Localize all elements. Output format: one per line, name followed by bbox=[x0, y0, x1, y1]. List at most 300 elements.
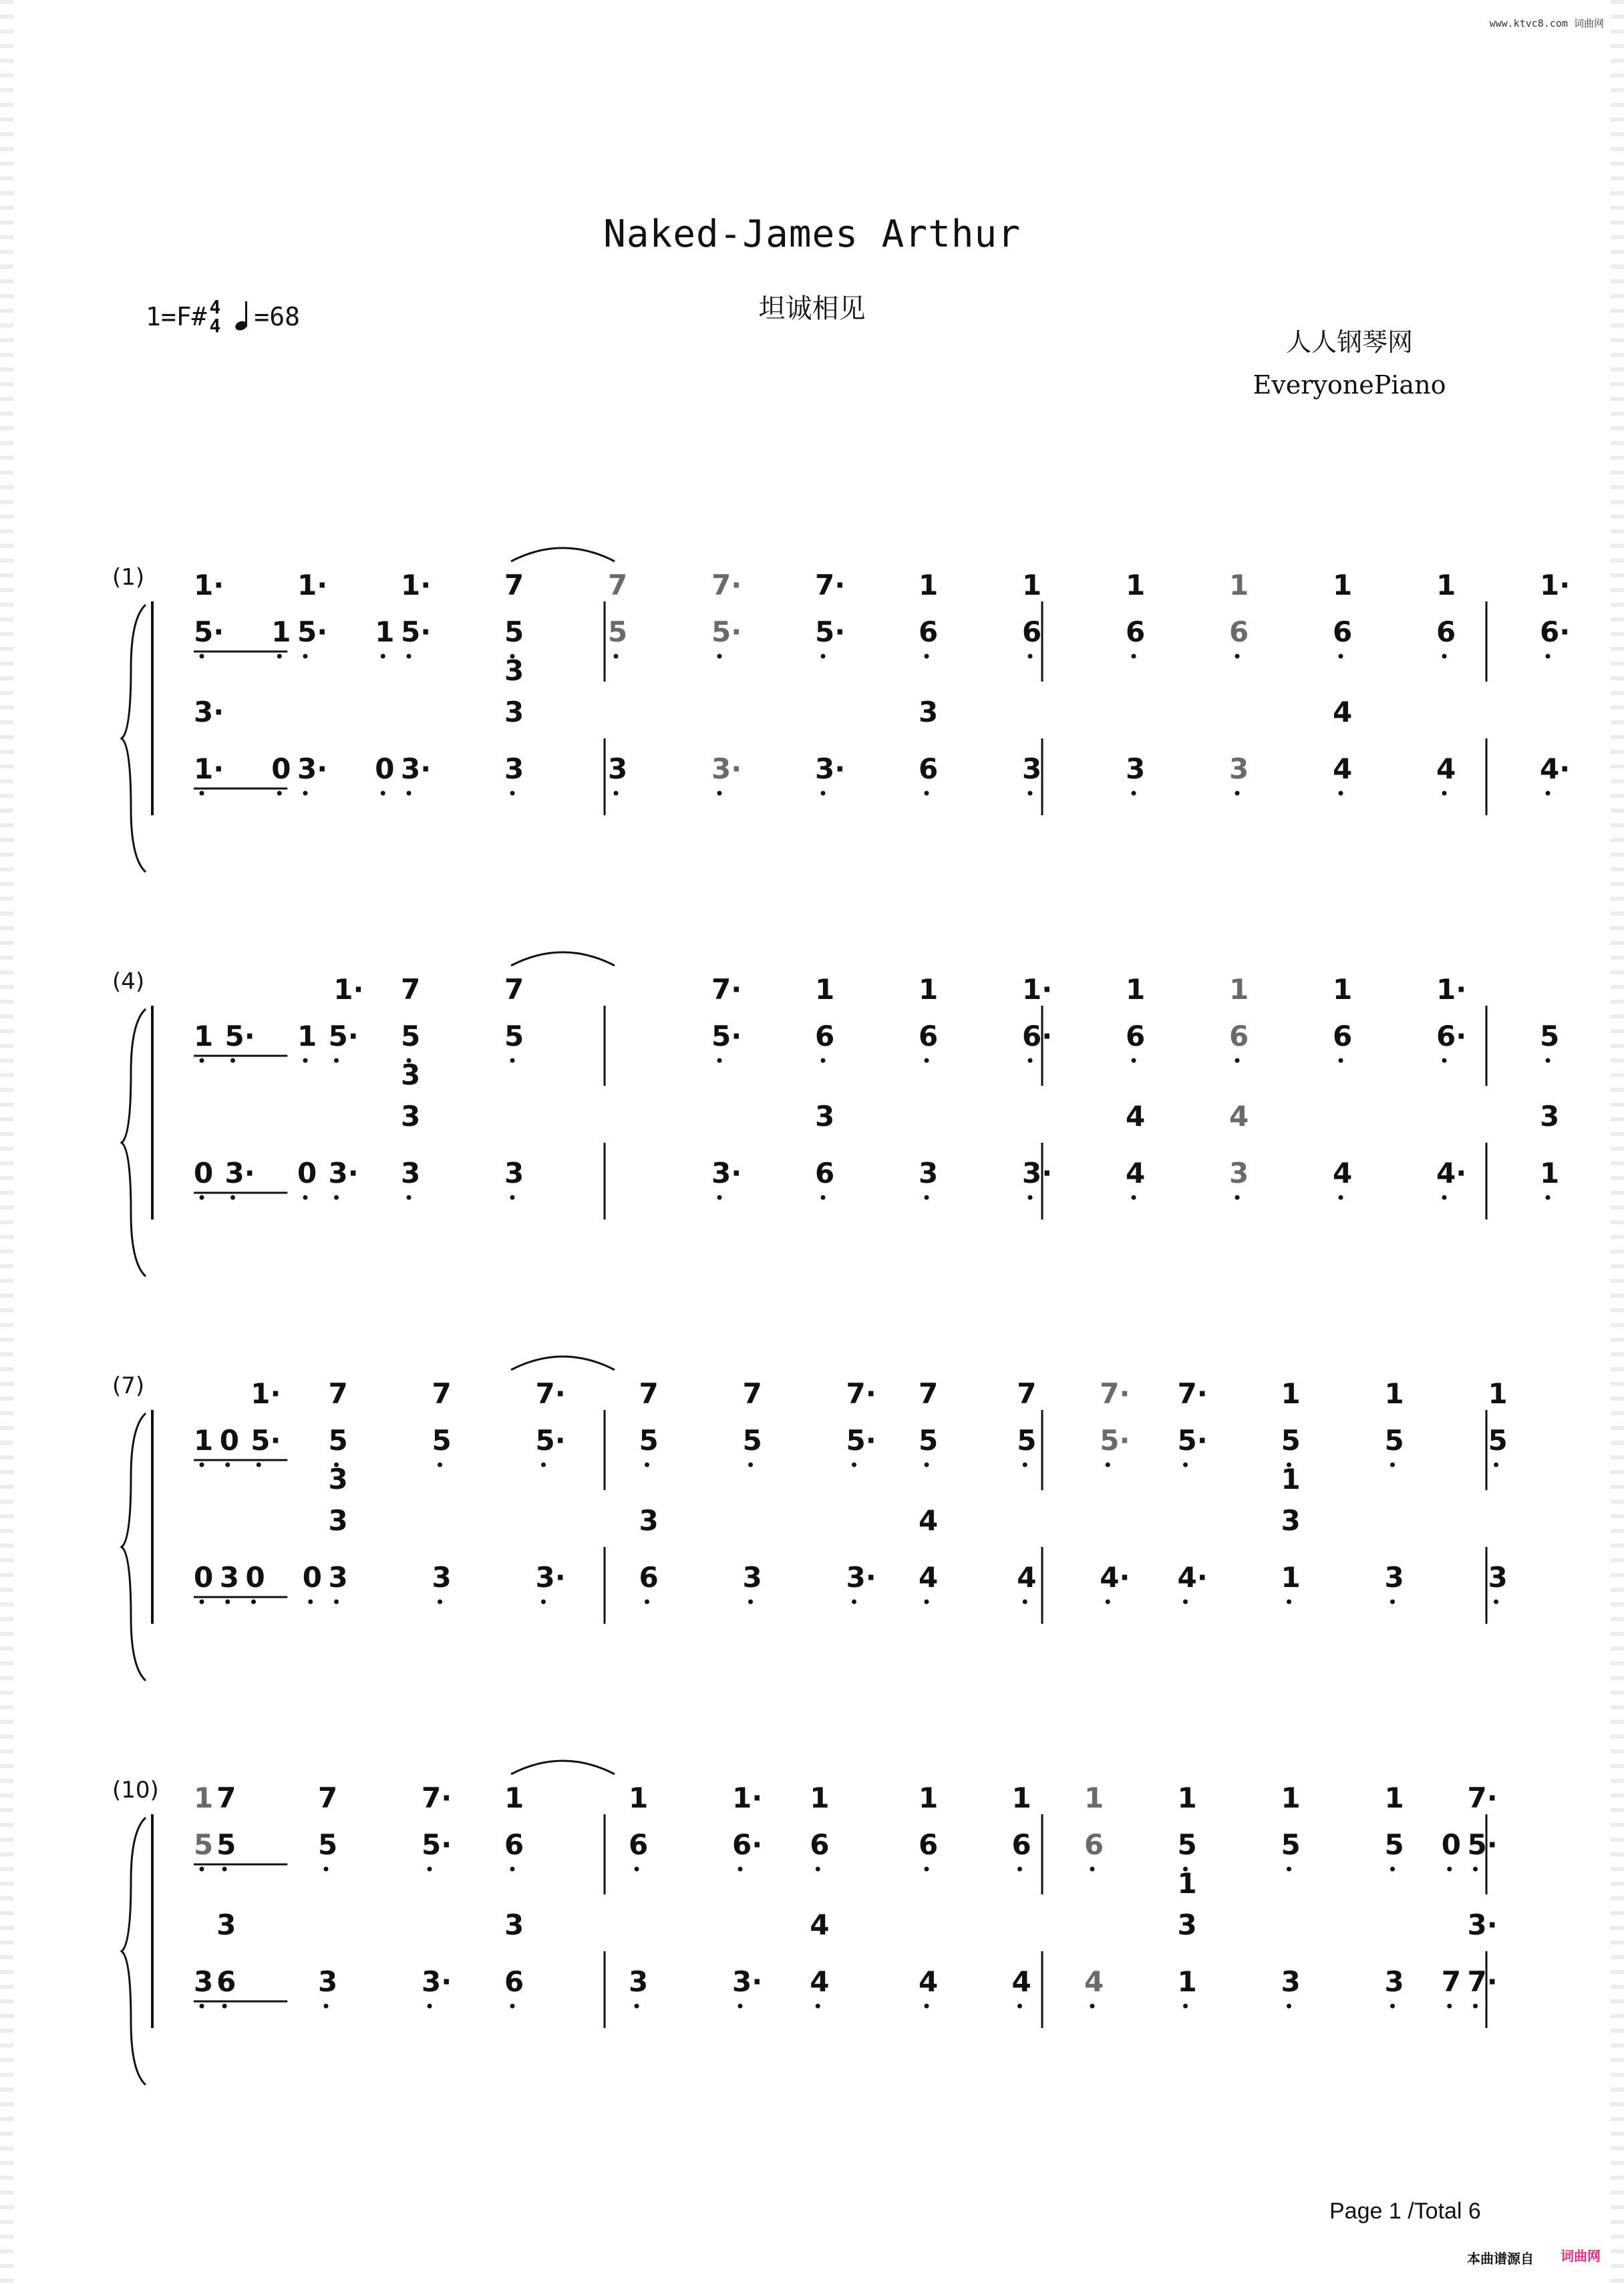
bass-note: 4 bbox=[1229, 1100, 1249, 1133]
bass-note: 1 bbox=[1177, 1867, 1197, 1900]
slur-arc bbox=[511, 1761, 615, 1774]
bass-note: 6 bbox=[815, 1157, 835, 1189]
octave-dot bbox=[1339, 791, 1343, 796]
bass-note: 1 bbox=[1540, 1157, 1560, 1189]
octave-dot bbox=[1235, 1058, 1240, 1063]
octave-dot bbox=[1132, 1058, 1136, 1063]
treble-note: 6 bbox=[815, 1020, 835, 1052]
treble-note: 0 bbox=[1441, 1828, 1461, 1861]
treble-note: 5 bbox=[742, 1424, 762, 1457]
bass-note: 6 bbox=[504, 1965, 524, 1998]
treble-note: 5· bbox=[194, 615, 224, 648]
octave-dot bbox=[200, 1195, 204, 1200]
bass-note: 4 bbox=[1436, 752, 1456, 785]
treble-note: 7 bbox=[318, 1781, 338, 1814]
treble-note: 5 bbox=[504, 1020, 524, 1052]
treble-note: 1 bbox=[1126, 973, 1146, 1006]
octave-dot bbox=[277, 654, 282, 659]
bass-note: 4 bbox=[919, 1504, 939, 1537]
octave-dot bbox=[1028, 654, 1033, 659]
bass-note: 6 bbox=[216, 1965, 236, 1998]
treble-note: 7· bbox=[711, 973, 742, 1006]
octave-dot bbox=[925, 1867, 929, 1872]
octave-dot bbox=[738, 1867, 743, 1872]
slur-arc bbox=[511, 952, 615, 966]
octave-dot bbox=[1017, 2004, 1022, 2009]
treble-note: 1 bbox=[1488, 1377, 1508, 1410]
treble-note: 1 bbox=[194, 1020, 214, 1052]
octave-dot bbox=[1235, 1195, 1240, 1200]
octave-dot bbox=[748, 1600, 753, 1604]
octave-dot bbox=[1390, 1463, 1395, 1467]
treble-note: 6 bbox=[1084, 1828, 1104, 1861]
treble-note: 7 bbox=[608, 569, 628, 601]
octave-dot bbox=[1028, 1058, 1033, 1063]
octave-dot bbox=[200, 1867, 204, 1872]
treble-note: 5· bbox=[1467, 1828, 1498, 1861]
bass-note: 4 bbox=[810, 1965, 830, 1998]
bass-note: 4 bbox=[919, 1561, 939, 1594]
octave-dot bbox=[510, 791, 515, 796]
treble-note: 5 bbox=[1384, 1828, 1404, 1861]
treble-note: 5 bbox=[639, 1424, 659, 1457]
treble-note: 1· bbox=[401, 569, 432, 601]
bass-note: 3 bbox=[1177, 1908, 1197, 1941]
measure-number: (7) bbox=[112, 1373, 145, 1399]
time-signature-bottom: 4 bbox=[209, 315, 221, 337]
treble-note: 5 bbox=[1540, 1020, 1560, 1052]
bass-note: 7 bbox=[1441, 1965, 1461, 1998]
system-brace bbox=[122, 1413, 146, 1681]
treble-note: 7 bbox=[328, 1377, 348, 1410]
octave-dot bbox=[1028, 1195, 1033, 1200]
treble-note: 7 bbox=[742, 1377, 762, 1410]
octave-dot bbox=[222, 1867, 227, 1872]
bass-note: 3 bbox=[1384, 1965, 1404, 1998]
treble-note: 7· bbox=[422, 1781, 452, 1814]
octave-dot bbox=[200, 1058, 204, 1063]
bass-note: 4 bbox=[810, 1908, 830, 1941]
octave-dot bbox=[230, 1058, 235, 1063]
octave-dot bbox=[407, 1195, 412, 1200]
octave-dot bbox=[541, 1600, 546, 1604]
treble-note: 7· bbox=[846, 1377, 876, 1410]
treble-note: 6 bbox=[1126, 615, 1146, 648]
octave-dot bbox=[1442, 791, 1447, 796]
octave-dot bbox=[1287, 1600, 1291, 1604]
treble-note: 1 bbox=[1229, 569, 1249, 601]
treble-note: 5· bbox=[1100, 1424, 1130, 1457]
bass-note: 0 bbox=[194, 1157, 214, 1189]
treble-note: 1 bbox=[504, 1781, 524, 1814]
bass-note: 3 bbox=[328, 1504, 348, 1537]
bass-note: 3· bbox=[328, 1157, 359, 1189]
treble-note: 5 bbox=[1281, 1424, 1301, 1457]
octave-dot bbox=[257, 1463, 261, 1467]
octave-dot bbox=[438, 1600, 442, 1604]
bass-note: 3· bbox=[815, 752, 846, 785]
bass-note: 1 bbox=[1281, 1463, 1301, 1495]
octave-dot bbox=[1090, 1867, 1095, 1872]
measure-number: (4) bbox=[112, 968, 145, 995]
treble-note: 1 bbox=[1281, 1781, 1301, 1814]
bass-note: 4 bbox=[1333, 1157, 1353, 1189]
treble-note: 1· bbox=[194, 569, 224, 601]
treble-note: 1· bbox=[297, 569, 328, 601]
treble-note: 6 bbox=[919, 615, 939, 648]
treble-note: 6· bbox=[1540, 615, 1571, 648]
treble-note: 5· bbox=[224, 1020, 255, 1052]
key-signature: 1=F# bbox=[146, 302, 207, 331]
octave-dot bbox=[334, 1600, 339, 1604]
bass-note: 3 bbox=[504, 654, 524, 687]
octave-dot bbox=[738, 2004, 743, 2009]
treble-note: 1 bbox=[194, 1781, 214, 1814]
treble-note: 7 bbox=[639, 1377, 659, 1410]
octave-dot bbox=[1442, 1058, 1447, 1063]
octave-dot bbox=[541, 1463, 546, 1467]
bass-note: 3· bbox=[1022, 1157, 1053, 1189]
bass-note: 3 bbox=[432, 1561, 452, 1594]
system-brace bbox=[122, 605, 146, 872]
bass-note: 4 bbox=[1333, 696, 1353, 728]
bass-note: 3 bbox=[1229, 1157, 1249, 1189]
octave-dot bbox=[428, 1867, 432, 1872]
treble-note: 1 bbox=[1229, 973, 1249, 1006]
octave-dot bbox=[614, 791, 619, 796]
octave-dot bbox=[1494, 1463, 1498, 1467]
treble-note: 5· bbox=[1177, 1424, 1208, 1457]
octave-dot bbox=[225, 1600, 230, 1604]
octave-dot bbox=[1546, 654, 1551, 659]
treble-note: 7 bbox=[432, 1377, 452, 1410]
octave-dot bbox=[230, 1195, 235, 1200]
treble-note: 5 bbox=[1488, 1424, 1508, 1457]
bass-note: 1· bbox=[194, 752, 224, 785]
treble-note: 1 bbox=[1436, 569, 1456, 601]
treble-note: 5· bbox=[401, 615, 432, 648]
bass-note: 4 bbox=[1011, 1965, 1031, 1998]
treble-note: 7 bbox=[919, 1377, 939, 1410]
treble-note: 5 bbox=[401, 1020, 421, 1052]
song-title: Naked-James Arthur bbox=[603, 212, 1021, 256]
footer-source-label: 本曲谱源自 bbox=[1467, 2251, 1534, 2267]
treble-note: 1 bbox=[271, 615, 291, 648]
octave-dot bbox=[407, 791, 412, 796]
treble-note: 7· bbox=[535, 1377, 566, 1410]
bass-note: 3 bbox=[919, 1157, 939, 1189]
bass-note: 3 bbox=[194, 1965, 214, 1998]
octave-dot bbox=[510, 1867, 515, 1872]
octave-dot bbox=[303, 791, 308, 796]
bass-note: 3 bbox=[1488, 1561, 1508, 1594]
treble-note: 5 bbox=[432, 1424, 452, 1457]
octave-dot bbox=[1339, 1195, 1343, 1200]
treble-note: 5 bbox=[608, 615, 628, 648]
bass-note: 4· bbox=[1177, 1561, 1208, 1594]
octave-dot bbox=[303, 1058, 308, 1063]
octave-dot bbox=[717, 791, 722, 796]
bass-note: 3· bbox=[401, 752, 432, 785]
bass-note: 0 bbox=[271, 752, 291, 785]
bass-note: 3 bbox=[328, 1561, 348, 1594]
treble-note: 6· bbox=[1436, 1020, 1467, 1052]
octave-dot bbox=[717, 1195, 722, 1200]
treble-note: 6 bbox=[1333, 615, 1353, 648]
treble-note: 1 bbox=[629, 1781, 649, 1814]
octave-dot bbox=[821, 791, 826, 796]
octave-dot bbox=[1183, 1600, 1188, 1604]
octave-dot bbox=[1106, 1600, 1110, 1604]
treble-note: 1· bbox=[251, 1377, 281, 1410]
octave-dot bbox=[510, 1195, 515, 1200]
octave-dot bbox=[381, 791, 385, 796]
treble-note: 1· bbox=[1436, 973, 1467, 1006]
octave-dot bbox=[1183, 2004, 1188, 2009]
octave-dot bbox=[925, 1600, 929, 1604]
bass-note: 0 bbox=[375, 752, 395, 785]
octave-dot bbox=[816, 1867, 820, 1872]
octave-dot bbox=[821, 1195, 826, 1200]
treble-note: 5· bbox=[422, 1828, 452, 1861]
octave-dot bbox=[821, 1058, 826, 1063]
octave-dot bbox=[1339, 1058, 1343, 1063]
treble-note: 0 bbox=[219, 1424, 239, 1457]
octave-dot bbox=[1473, 1867, 1478, 1872]
octave-dot bbox=[1132, 1195, 1136, 1200]
treble-note: 1 bbox=[1084, 1781, 1104, 1814]
treble-note: 1 bbox=[919, 973, 939, 1006]
treble-note: 7· bbox=[1100, 1377, 1130, 1410]
treble-note: 7· bbox=[1177, 1377, 1208, 1410]
treble-note: 1 bbox=[1281, 1377, 1301, 1410]
octave-dot bbox=[438, 1463, 442, 1467]
treble-note: 1 bbox=[815, 973, 835, 1006]
treble-note: 5 bbox=[328, 1424, 348, 1457]
footer-site-logo[interactable]: 词曲网 bbox=[1561, 2248, 1601, 2264]
treble-note: 6· bbox=[1022, 1020, 1053, 1052]
octave-dot bbox=[407, 654, 412, 659]
treble-note: 1 bbox=[297, 1020, 317, 1052]
bass-note: 4 bbox=[1084, 1965, 1104, 1998]
octave-dot bbox=[324, 2004, 329, 2009]
bass-note: 3· bbox=[422, 1965, 452, 1998]
treble-note: 6 bbox=[629, 1828, 649, 1861]
octave-dot bbox=[251, 1600, 256, 1604]
octave-dot bbox=[510, 1058, 515, 1063]
treble-note: 5 bbox=[1384, 1424, 1404, 1457]
octave-dot bbox=[645, 1463, 649, 1467]
bass-note: 3· bbox=[732, 1965, 763, 1998]
treble-note: 5 bbox=[1017, 1424, 1037, 1457]
bass-note: 3 bbox=[608, 752, 628, 785]
octave-dot bbox=[1235, 791, 1240, 796]
octave-dot bbox=[635, 2004, 639, 2009]
bass-note: 3 bbox=[1229, 752, 1249, 785]
treble-note: 6 bbox=[1126, 1020, 1146, 1052]
bass-note: 3 bbox=[919, 696, 939, 728]
treble-note: 6 bbox=[919, 1828, 939, 1861]
octave-dot bbox=[1546, 791, 1551, 796]
treble-note: 5· bbox=[328, 1020, 359, 1052]
bass-note: 3 bbox=[1126, 752, 1146, 785]
bass-note: 3 bbox=[401, 1157, 421, 1189]
bass-note: 3 bbox=[401, 1058, 421, 1091]
octave-dot bbox=[200, 791, 204, 796]
source-name-en: EveryonePiano bbox=[1253, 370, 1446, 400]
measure-number: (1) bbox=[112, 564, 145, 591]
bass-note: 3· bbox=[1467, 1908, 1498, 1941]
treble-note: 1 bbox=[1333, 569, 1353, 601]
treble-note: 7 bbox=[216, 1781, 236, 1814]
treble-note: 1 bbox=[375, 615, 395, 648]
octave-dot bbox=[1287, 1867, 1291, 1872]
octave-dot bbox=[1339, 654, 1343, 659]
octave-dot bbox=[308, 1600, 313, 1604]
octave-dot bbox=[1546, 1195, 1551, 1200]
bass-note: 3· bbox=[711, 1157, 742, 1189]
bass-note: 4 bbox=[1126, 1157, 1146, 1189]
treble-note: 1 bbox=[810, 1781, 830, 1814]
octave-dot bbox=[1442, 1195, 1447, 1200]
treble-note: 7 bbox=[401, 973, 421, 1006]
bass-note: 4 bbox=[919, 1965, 939, 1998]
octave-dot bbox=[1235, 654, 1240, 659]
treble-note: 1· bbox=[1540, 569, 1571, 601]
octave-dot bbox=[1023, 1463, 1027, 1467]
bass-note: 4 bbox=[1333, 752, 1353, 785]
treble-note: 1 bbox=[1011, 1781, 1031, 1814]
octave-dot bbox=[1183, 1463, 1188, 1467]
system-brace bbox=[122, 1818, 146, 2085]
bass-note: 3 bbox=[504, 752, 524, 785]
bass-note: 3 bbox=[815, 1100, 835, 1133]
octave-dot bbox=[277, 791, 282, 796]
bass-note: 3 bbox=[328, 1463, 348, 1495]
treble-note: 5 bbox=[216, 1828, 236, 1861]
octave-dot bbox=[1106, 1463, 1110, 1467]
treble-note: 1 bbox=[1177, 1781, 1197, 1814]
bass-note: 0 bbox=[297, 1157, 317, 1189]
bass-note: 6 bbox=[639, 1561, 659, 1594]
treble-note: 1 bbox=[1022, 569, 1042, 601]
octave-dot bbox=[1017, 1867, 1022, 1872]
bass-note: 4· bbox=[1436, 1157, 1467, 1189]
bass-note: 4· bbox=[1100, 1561, 1130, 1594]
bass-note: 6 bbox=[919, 752, 939, 785]
bass-note: 4· bbox=[1540, 752, 1571, 785]
treble-note: 7· bbox=[711, 569, 742, 601]
bass-note: 3 bbox=[742, 1561, 762, 1594]
bass-note: 0 bbox=[245, 1561, 265, 1594]
treble-note: 5 bbox=[318, 1828, 338, 1861]
octave-dot bbox=[925, 1463, 929, 1467]
treble-note: 6 bbox=[1229, 615, 1249, 648]
bass-note: 3· bbox=[224, 1157, 255, 1189]
octave-dot bbox=[614, 654, 619, 659]
octave-dot bbox=[1090, 2004, 1095, 2009]
treble-note: 5· bbox=[711, 615, 742, 648]
bass-note: 7· bbox=[1467, 1965, 1498, 1998]
octave-dot bbox=[1447, 2004, 1452, 2009]
bass-note: 3 bbox=[1540, 1100, 1560, 1133]
treble-note: 1 bbox=[1384, 1377, 1404, 1410]
octave-dot bbox=[334, 1058, 339, 1063]
treble-note: 6 bbox=[810, 1828, 830, 1861]
octave-dot bbox=[222, 2004, 227, 2009]
octave-dot bbox=[717, 654, 722, 659]
bass-note: 3 bbox=[318, 1965, 338, 1998]
octave-dot bbox=[1390, 1867, 1395, 1872]
octave-dot bbox=[1390, 1600, 1395, 1604]
treble-note: 5· bbox=[846, 1424, 876, 1457]
treble-note: 6 bbox=[504, 1828, 524, 1861]
octave-dot bbox=[1494, 1600, 1498, 1604]
octave-dot bbox=[1473, 2004, 1478, 2009]
octave-dot bbox=[645, 1600, 649, 1604]
treble-note: 6 bbox=[1229, 1020, 1249, 1052]
octave-dot bbox=[925, 2004, 929, 2009]
bass-note: 3 bbox=[1022, 752, 1042, 785]
bass-note: 0 bbox=[302, 1561, 322, 1594]
treble-note: 1 bbox=[1126, 569, 1146, 601]
octave-dot bbox=[816, 2004, 820, 2009]
octave-dot bbox=[1287, 2004, 1291, 2009]
treble-note: 5· bbox=[251, 1424, 281, 1457]
octave-dot bbox=[925, 1195, 929, 1200]
treble-note: 5 bbox=[1177, 1828, 1197, 1861]
treble-note: 6 bbox=[1011, 1828, 1031, 1861]
treble-note: 5· bbox=[711, 1020, 742, 1052]
bass-note: 3 bbox=[219, 1561, 239, 1594]
octave-dot bbox=[748, 1463, 753, 1467]
bass-note: 3 bbox=[1384, 1561, 1404, 1594]
treble-note: 1 bbox=[1384, 1781, 1404, 1814]
octave-dot bbox=[821, 654, 826, 659]
octave-dot bbox=[200, 1463, 204, 1467]
treble-note: 5 bbox=[1281, 1828, 1301, 1861]
octave-dot bbox=[381, 654, 385, 659]
octave-dot bbox=[1132, 791, 1136, 796]
site-url[interactable]: www.ktvc8.com 词曲网 bbox=[1489, 17, 1604, 29]
treble-note: 6 bbox=[1333, 1020, 1353, 1052]
treble-note: 1 bbox=[919, 569, 939, 601]
treble-note: 6· bbox=[732, 1828, 763, 1861]
octave-dot bbox=[428, 2004, 432, 2009]
bass-note: 3 bbox=[504, 696, 524, 728]
octave-dot bbox=[925, 791, 929, 796]
song-subtitle: 坦诚相见 bbox=[758, 293, 866, 324]
octave-dot bbox=[200, 1600, 204, 1604]
treble-note: 1· bbox=[333, 973, 364, 1006]
octave-dot bbox=[200, 2004, 204, 2009]
octave-dot bbox=[852, 1463, 856, 1467]
octave-dot bbox=[925, 654, 929, 659]
bass-note: 3 bbox=[629, 1965, 649, 1998]
bass-note: 3· bbox=[846, 1561, 876, 1594]
treble-note: 1· bbox=[732, 1781, 763, 1814]
treble-note: 7· bbox=[815, 569, 846, 601]
bass-note: 3 bbox=[1281, 1504, 1301, 1537]
system-brace bbox=[122, 1009, 146, 1276]
octave-dot bbox=[1447, 1867, 1452, 1872]
octave-dot bbox=[635, 1867, 639, 1872]
bass-note: 3· bbox=[535, 1561, 566, 1594]
bass-note: 3· bbox=[711, 752, 742, 785]
treble-note: 6 bbox=[1022, 615, 1042, 648]
bass-note: 3 bbox=[1281, 1965, 1301, 1998]
bass-note: 1 bbox=[1281, 1561, 1301, 1594]
